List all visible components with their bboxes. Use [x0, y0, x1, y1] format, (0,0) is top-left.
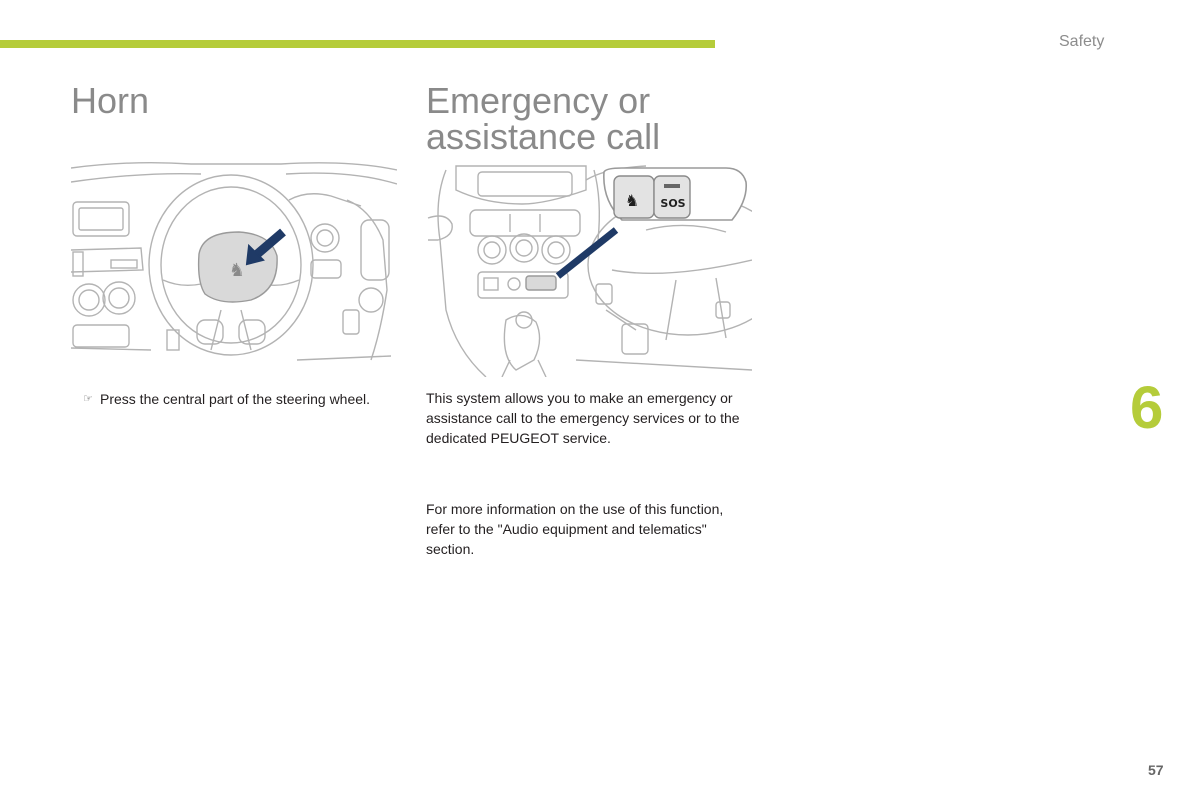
page-number: 57	[1148, 762, 1164, 778]
section-label: Safety	[1059, 33, 1105, 50]
svg-text:♞: ♞	[624, 191, 640, 210]
steering-wheel-horn-illustration	[71, 160, 397, 377]
chapter-number: 6	[1130, 374, 1164, 441]
emergency-description: This system allows you to make an emergency or assistance call to the emergency services or to the dedicated PEUGEOT service.	[426, 390, 740, 446]
dashboard-sos-button-illustration	[426, 160, 752, 377]
emergency-heading: Emergency or assistance call	[426, 80, 661, 157]
pointing-hand-icon: ☞	[83, 393, 93, 405]
horn-instruction: Press the central part of the steering wheel.	[100, 391, 371, 407]
svg-text:♞: ♞	[228, 260, 246, 281]
sos-button-label: SOS	[660, 197, 686, 210]
horn-heading: Horn	[71, 80, 150, 121]
header-accent-bar	[0, 40, 715, 48]
emergency-more-info: For more information on the use of this function, refer to the "Audio equipment and telematics" section.	[426, 501, 724, 557]
